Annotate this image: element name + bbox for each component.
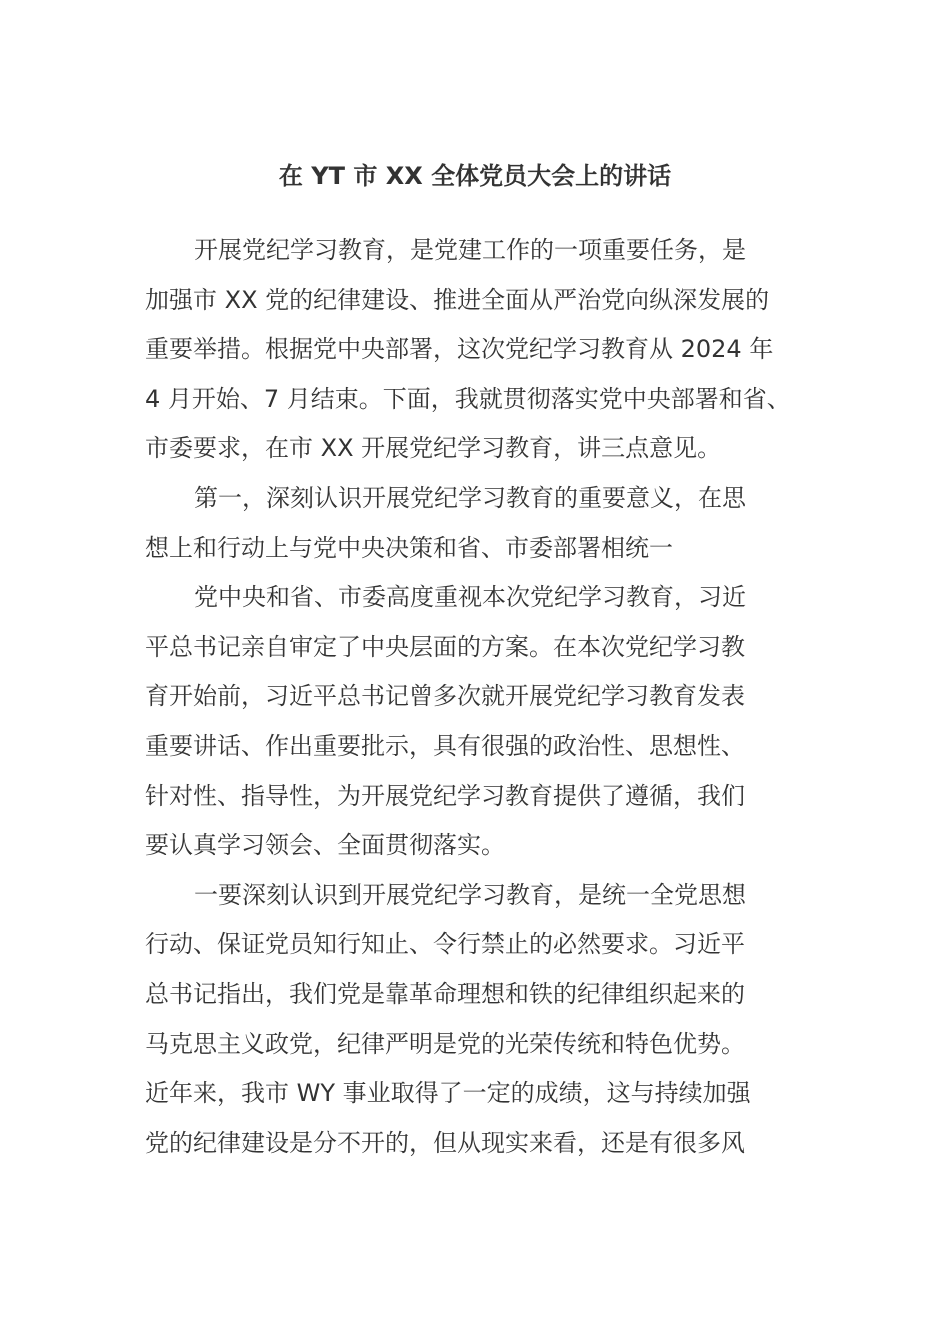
text-line: 要认真学习领会、全面贯彻落实。 xyxy=(145,831,505,860)
document-title: 在 YT 市 XX 全体党员大会上的讲话 xyxy=(278,162,672,190)
text-line: 4 月开始、7 月结束。下面，我就贯彻落实党中央部署和省、 xyxy=(145,384,791,413)
text-line: 加强市 XX 党的纪律建设、推进全面从严治党向纵深发展的 xyxy=(145,285,770,314)
text-line: 重要举措。根据党中央部署，这次党纪学习教育从 2024 年 xyxy=(145,335,774,364)
text-line: 党的纪律建设是分不开的，但从现实来看，还是有很多风 xyxy=(145,1128,745,1157)
text-line: 近年来，我市 WY 事业取得了一定的成绩，这与持续加强 xyxy=(145,1079,751,1108)
text-line: 育开始前，习近平总书记曾多次就开展党纪学习教育发表 xyxy=(145,682,745,711)
text-line: 马克思主义政党，纪律严明是党的光荣传统和特色优势。 xyxy=(145,1029,745,1058)
text-line: 市委要求，在市 XX 开展党纪学习教育，讲三点意见。 xyxy=(145,434,722,463)
text-line: 开展党纪学习教育，是党建工作的一项重要任务，是 xyxy=(194,236,746,264)
text-line: 一要深刻认识到开展党纪学习教育，是统一全党思想 xyxy=(194,880,746,909)
text-line: 党中央和省、市委高度重视本次党纪学习教育，习近 xyxy=(194,583,746,612)
text-line: 总书记指出，我们党是靠革命理想和铁的纪律组织起来的 xyxy=(145,979,745,1008)
text-line: 针对性、指导性，为开展党纪学习教育提供了遵循，我们 xyxy=(145,781,745,810)
text-line: 行动、保证党员知行知止、令行禁止的必然要求。习近平 xyxy=(145,930,745,959)
text-line: 平总书记亲自审定了中央层面的方案。在本次党纪学习教 xyxy=(145,632,745,661)
text-line: 重要讲话、作出重要批示，具有很强的政治性、思想性、 xyxy=(145,731,745,760)
section-heading-line: 第一，深刻认识开展党纪学习教育的重要意义，在思 xyxy=(194,483,746,512)
section-heading-line: 想上和行动上与党中央决策和省、市委部署相统一 xyxy=(145,533,673,562)
document-body xyxy=(145,232,825,1174)
